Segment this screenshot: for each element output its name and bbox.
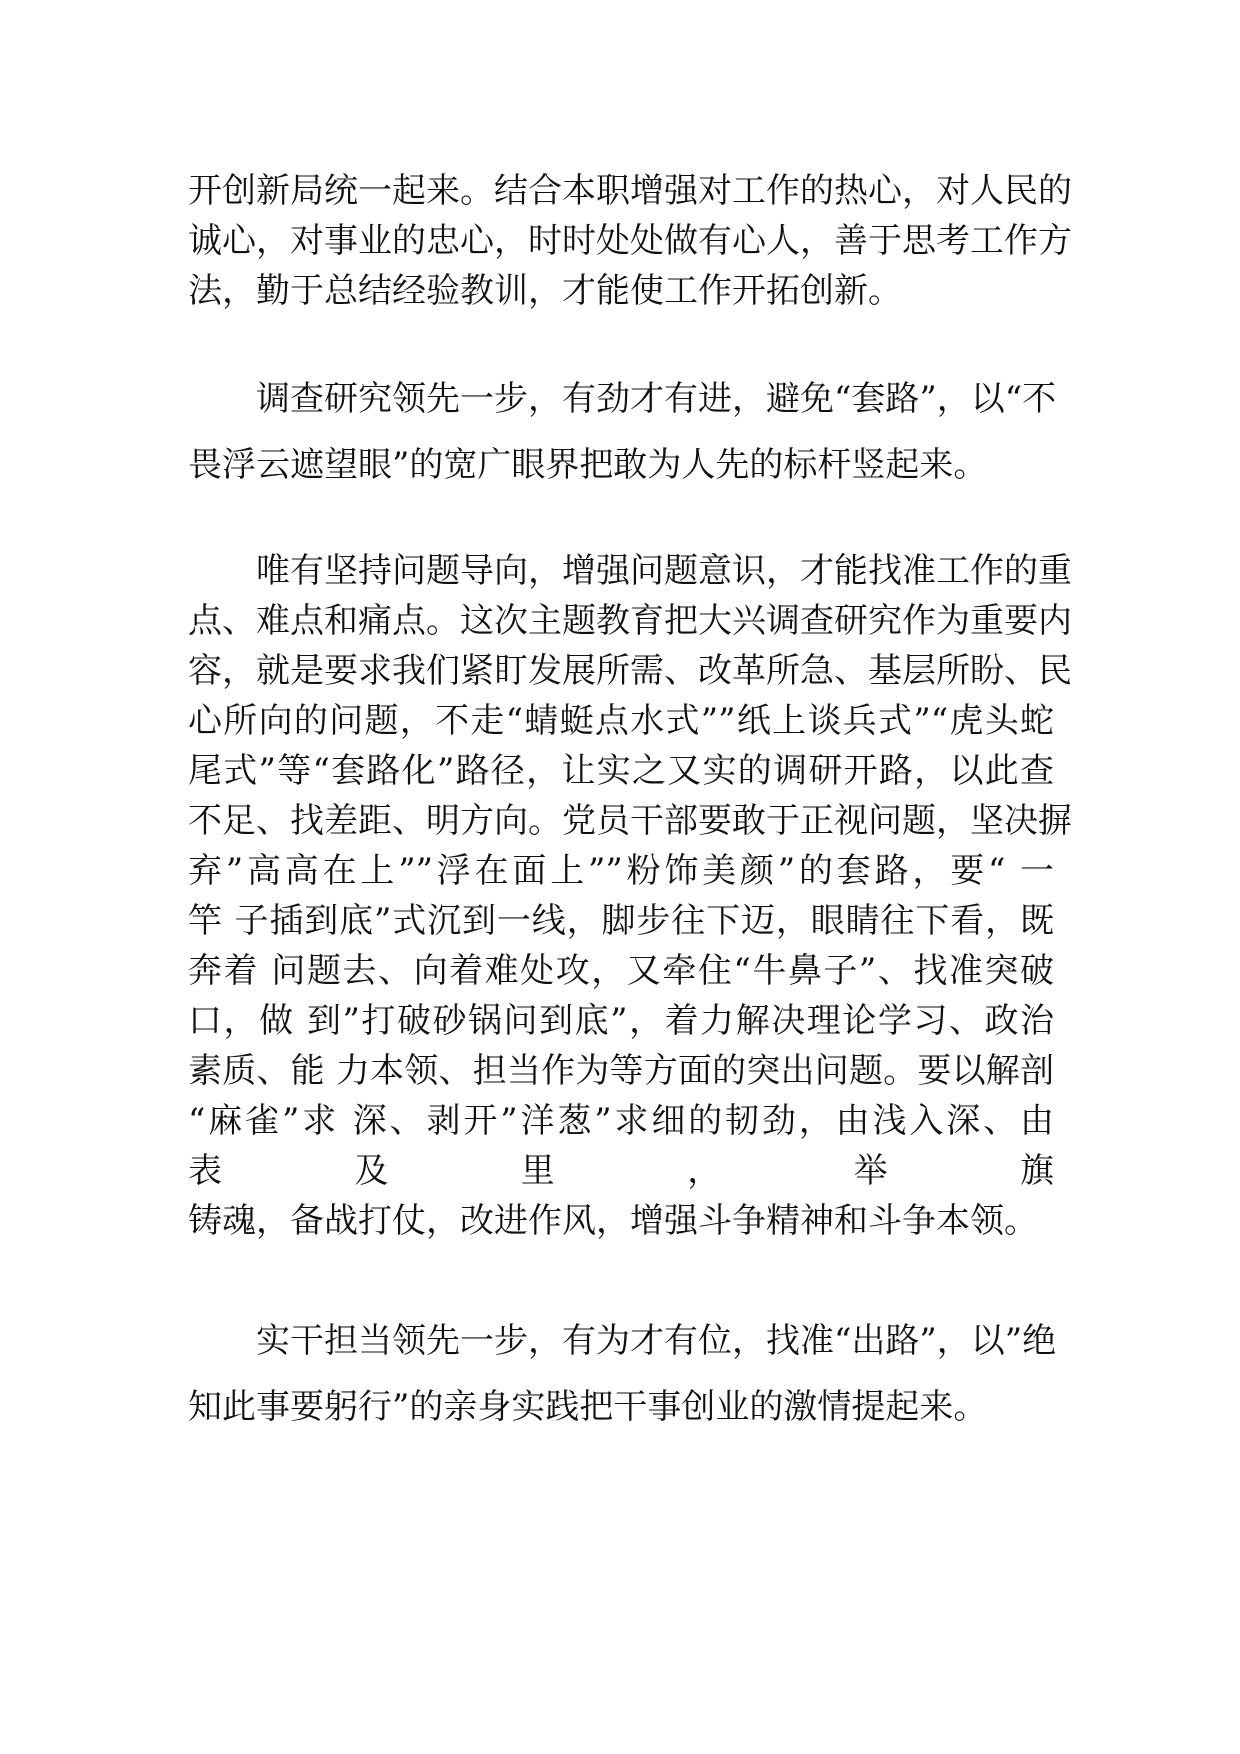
paragraph-line: 奔着 问题去、向着难处攻，又牵住“牛鼻子”、找准突破 [188,951,1054,991]
paragraph-line: 表及里，举旗 [188,1151,1054,1191]
paragraph-1 [188,166,1072,316]
paragraph-line: 开创新局统一起来。结合本职增强对工作的热心，对人民的 [188,171,1072,211]
paragraph-line: 诚心，对事业的忠心，时时处处做有心人，善于思考工作方 [188,221,1072,261]
paragraph-line: 唯有坚持问题导向，增强问题意识，才能找准工作的重 [256,551,1072,591]
paragraph-line: 铸魂，备战打仗，改进作风，增强斗争精神和斗争本领。 [188,1201,1038,1241]
paragraph-line: 竿 子插到底”式沉到一线，脚步往下迈，眼睛往下看，既 [188,901,1054,941]
paragraph-line: 弃”高高在上””浮在面上””粉饰美颜”的套路，要“ 一 [188,851,1054,891]
paragraph-line: 容，就是要求我们紧盯发展所需、改革所急、基层所盼、民 [188,651,1072,691]
paragraph-line: 素质、能 力本领、担当作为等方面的突出问题。要以解剖 [188,1051,1054,1091]
paragraph-4 [188,1308,1057,1440]
paragraph-line: 调查研究领先一步，有劲才有进，避免“套路”，以“不 [256,379,1057,419]
paragraph-line: 口，做 到”打破砂锅问到底”，着力解决理论学习、政治 [188,1001,1054,1041]
paragraph-line: 点、难点和痛点。这次主题教育把大兴调查研究作为重要内 [188,601,1072,641]
paragraph-line: 不足、找差距、明方向。党员干部要敢于正视问题，坚决摒 [188,801,1072,841]
paragraph-3 [188,546,1072,1296]
paragraph-line: 畏浮云遮望眼”的宽广眼界把敢为人先的标杆竖起来。 [188,445,988,485]
paragraph-line: 法，勤于总结经验教训，才能使工作开拓创新。 [188,271,902,311]
paragraph-line: 心所向的问题，不走“蜻蜓点水式””纸上谈兵式”“虎头蛇 [188,701,1054,741]
paragraph-line: “麻雀”求 深、剥开”洋葱”求细的韧劲，由浅入深、由 [188,1101,1054,1141]
paragraph-2 [188,366,1057,498]
paragraph-line: 实干担当领先一步，有为才有位，找准“出路”，以”绝 [256,1321,1057,1361]
paragraph-line [188,1246,1054,1296]
paragraph-line: 尾式”等“套路化”路径，让实之又实的调研开路，以此查 [188,751,1054,791]
paragraph-line: 知此事要躬行”的亲身实践把干事创业的激情提起来。 [188,1387,988,1427]
